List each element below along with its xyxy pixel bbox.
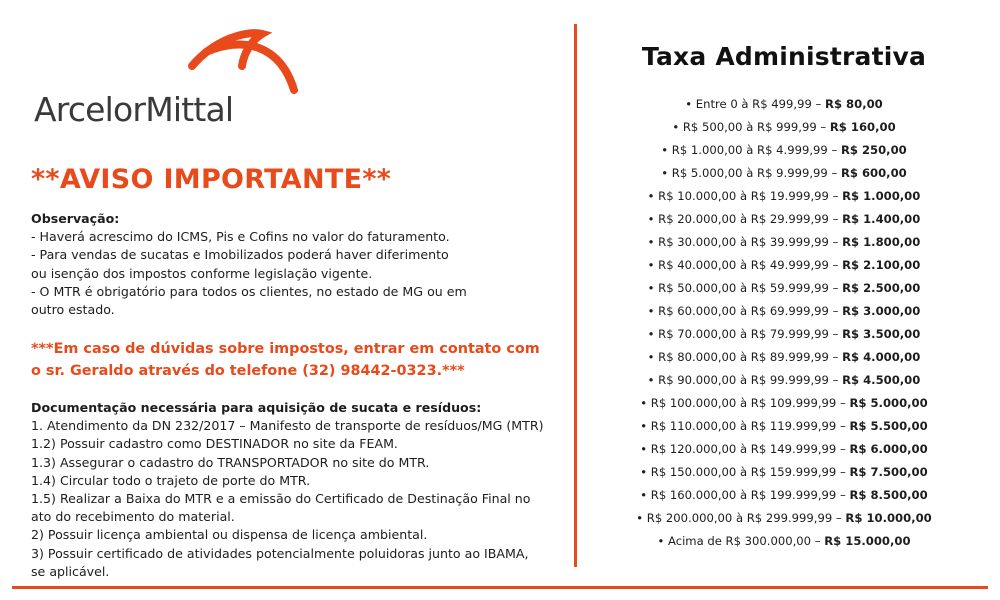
taxa-fee: R$ 3.500,00 bbox=[842, 327, 921, 341]
aviso-title: **AVISO IMPORTANTE** bbox=[31, 164, 392, 195]
taxa-range: • Entre 0 à R$ 499,99 – bbox=[685, 97, 826, 111]
taxa-fee: R$ 5.500,00 bbox=[849, 419, 928, 433]
taxa-row bbox=[584, 188, 984, 211]
observacao-block bbox=[31, 210, 551, 319]
observacao-line: - Haverá acrescimo do ICMS, Pis e Cofins no valor do faturamento. bbox=[31, 229, 450, 245]
taxa-range: • R$ 200.000,00 à R$ 299.999,99 – bbox=[636, 511, 846, 525]
taxa-range: • R$ 150.000,00 à R$ 159.999,99 – bbox=[640, 465, 850, 479]
observacao-heading: Observação: bbox=[31, 211, 120, 226]
taxa-range: • R$ 90.000,00 à R$ 99.999,99 – bbox=[647, 373, 843, 387]
observacao-line: ou isenção dos impostos conforme legislação vigente. bbox=[31, 265, 373, 281]
taxa-range: • R$ 100.000,00 à R$ 109.999,99 – bbox=[640, 396, 850, 410]
taxa-fee: R$ 1.800,00 bbox=[842, 235, 921, 249]
taxa-fee: R$ 1.000,00 bbox=[842, 189, 921, 203]
taxa-row bbox=[584, 280, 984, 303]
taxa-row bbox=[584, 303, 984, 326]
documentation-heading: Documentação necessária para aquisição de sucata e resíduos: bbox=[31, 400, 482, 415]
documentation-line: 1.2) Possuir cadastro como DESTINADOR no site da FEAM. bbox=[31, 436, 398, 452]
contact-notice-line: ***Em caso de dúvidas sobre impostos, entrar em contato com bbox=[31, 341, 540, 357]
documentation-line: 1. Atendimento da DN 232/2017 – Manifesto de transporte de resíduos/MG (MTR) bbox=[31, 418, 544, 434]
taxa-range: • R$ 160.000,00 à R$ 199.999,99 – bbox=[640, 488, 850, 502]
observacao-line: - O MTR é obrigatório para todos os clientes, no estado de MG ou em bbox=[31, 283, 467, 299]
taxa-row bbox=[584, 326, 984, 349]
taxa-fee: R$ 250,00 bbox=[840, 143, 907, 157]
taxa-row bbox=[584, 395, 984, 418]
taxa-row bbox=[584, 211, 984, 234]
documentation-line: 2) Possuir licença ambiental ou dispensa de licença ambiental. bbox=[31, 527, 428, 543]
taxa-range: • R$ 30.000,00 à R$ 39.999,99 – bbox=[647, 235, 843, 249]
taxa-fee: R$ 10.000,00 bbox=[845, 511, 932, 525]
taxa-row bbox=[584, 142, 984, 165]
vertical-divider bbox=[574, 24, 577, 567]
taxa-range: • R$ 110.000,00 à R$ 119.999,99 – bbox=[640, 419, 850, 433]
taxa-row bbox=[584, 533, 984, 556]
taxa-fee: R$ 8.500,00 bbox=[849, 488, 928, 502]
documentation-line: se aplicável. bbox=[31, 563, 110, 579]
documentation-line: 1.5) Realizar a Baixa do MTR e a emissão do Certificado de Destinação Final no bbox=[31, 491, 531, 507]
taxa-row bbox=[584, 96, 984, 119]
taxa-fee: R$ 4.000,00 bbox=[842, 350, 921, 364]
taxa-row bbox=[584, 418, 984, 441]
taxa-row bbox=[584, 257, 984, 280]
taxa-range: • R$ 50.000,00 à R$ 59.999,99 – bbox=[647, 281, 843, 295]
taxa-row bbox=[584, 487, 984, 510]
taxa-fee: R$ 7.500,00 bbox=[849, 465, 928, 479]
taxa-range: • R$ 10.000,00 à R$ 19.999,99 – bbox=[647, 189, 843, 203]
observacao-line: outro estado. bbox=[31, 302, 115, 318]
logo-wordmark: ArcelorMittal bbox=[34, 90, 234, 129]
taxa-range: • R$ 40.000,00 à R$ 49.999,99 – bbox=[647, 258, 843, 272]
taxa-row bbox=[584, 349, 984, 372]
taxa-fee: R$ 1.400,00 bbox=[842, 212, 921, 226]
taxa-row bbox=[584, 464, 984, 487]
taxa-range: • R$ 1.000,00 à R$ 4.999,99 – bbox=[661, 143, 841, 157]
taxa-range: • R$ 5.000,00 à R$ 9.999,99 – bbox=[661, 166, 841, 180]
taxa-fee: R$ 4.500,00 bbox=[842, 373, 921, 387]
documentation-line: 1.4) Circular todo o trajeto de porte do MTR. bbox=[31, 472, 311, 488]
taxa-row bbox=[584, 441, 984, 464]
taxa-fee: R$ 80,00 bbox=[825, 97, 883, 111]
taxa-fee: R$ 160,00 bbox=[829, 120, 896, 134]
documentation-line: 3) Possuir certificado de atividades potencialmente poluidoras junto ao IBAMA, bbox=[31, 545, 529, 561]
taxa-fee: R$ 6.000,00 bbox=[849, 442, 928, 456]
taxa-row bbox=[584, 234, 984, 257]
taxa-row bbox=[584, 372, 984, 395]
bottom-divider bbox=[12, 586, 988, 589]
taxa-range: • R$ 500,00 à R$ 999,99 – bbox=[672, 120, 830, 134]
taxa-fee: R$ 2.100,00 bbox=[842, 258, 921, 272]
taxa-fee: R$ 5.000,00 bbox=[849, 396, 928, 410]
taxa-range: • R$ 120.000,00 à R$ 149.999,99 – bbox=[640, 442, 850, 456]
taxa-fee: R$ 2.500,00 bbox=[842, 281, 921, 295]
documentation-block bbox=[31, 399, 561, 581]
taxa-row bbox=[584, 165, 984, 188]
taxa-fee: R$ 600,00 bbox=[840, 166, 907, 180]
taxa-range: • R$ 80.000,00 à R$ 89.999,99 – bbox=[647, 350, 843, 364]
taxa-row bbox=[584, 510, 984, 533]
documentation-line: ato do recebimento do material. bbox=[31, 509, 235, 525]
arcelormittal-logo bbox=[34, 22, 254, 132]
taxa-range: • Acima de R$ 300.000,00 – bbox=[657, 534, 825, 548]
taxa-range: • R$ 20.000,00 à R$ 29.999,99 – bbox=[647, 212, 843, 226]
taxa-list bbox=[584, 96, 984, 556]
taxa-range: • R$ 70.000,00 à R$ 79.999,99 – bbox=[647, 327, 843, 341]
documentation-line: 1.3) Assegurar o cadastro do TRANSPORTADOR no site do MTR. bbox=[31, 454, 430, 470]
observacao-line: - Para vendas de sucatas e Imobilizados poderá haver diferimento bbox=[31, 247, 449, 263]
taxa-fee: R$ 3.000,00 bbox=[842, 304, 921, 318]
contact-notice-line: o sr. Geraldo através do telefone (32) 98442-0323.*** bbox=[31, 363, 465, 379]
taxa-row bbox=[584, 119, 984, 142]
taxa-range: • R$ 60.000,00 à R$ 69.999,99 – bbox=[647, 304, 843, 318]
taxa-fee: R$ 15.000,00 bbox=[824, 534, 911, 548]
contact-notice bbox=[31, 338, 551, 382]
taxa-title: Taxa Administrativa bbox=[641, 42, 927, 71]
